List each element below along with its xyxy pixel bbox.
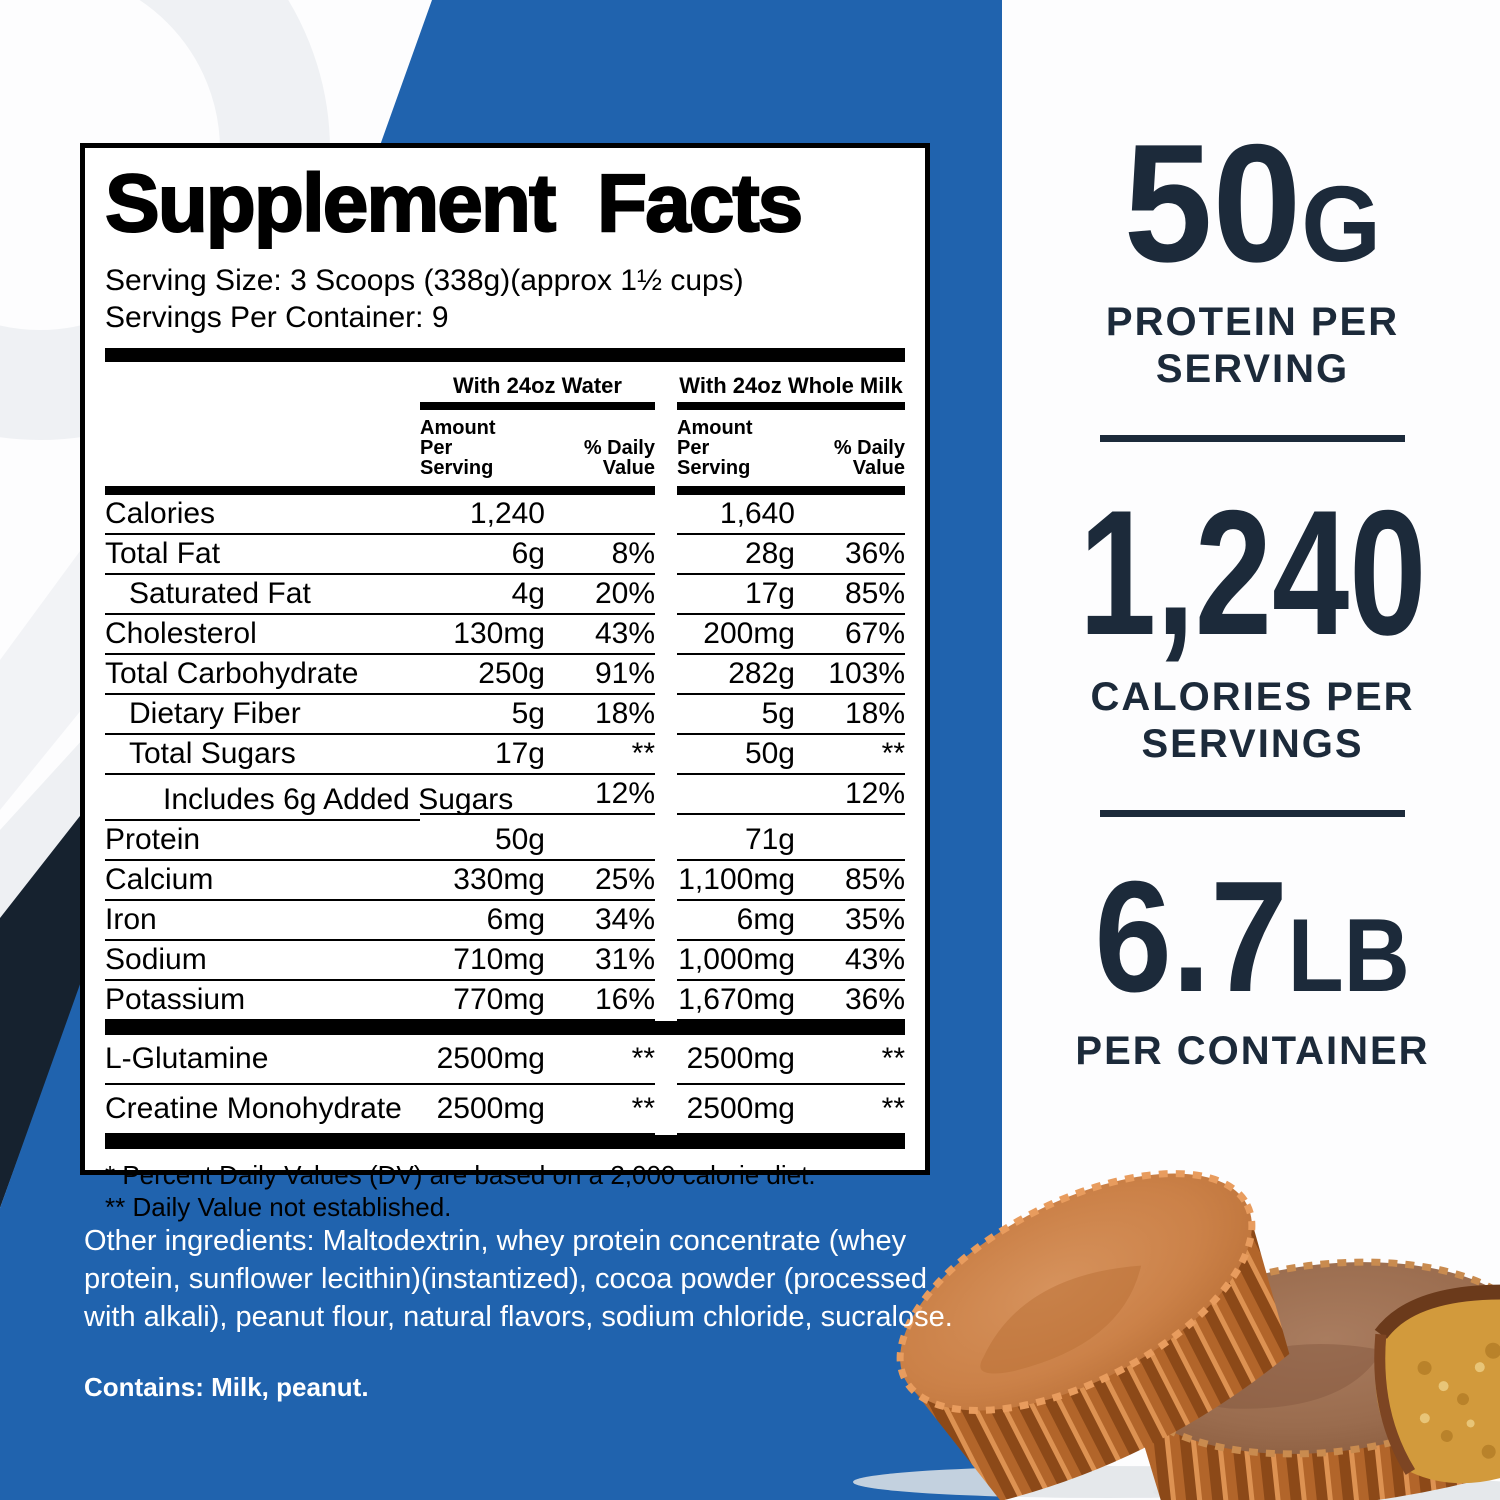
column-group-bars	[105, 402, 905, 410]
milk-daily-value: 36%	[844, 537, 905, 570]
milk-amount: 50g	[744, 737, 795, 770]
stat-caption: PER CONTAINER	[1075, 1029, 1430, 1074]
milk-amount: 28g	[744, 537, 795, 570]
serving-size: Serving Size: 3 Scoops (338g)(approx 1½ cups)	[105, 264, 744, 297]
percent-daily-value-header: % Daily Value	[833, 437, 905, 479]
water-daily-value: **	[631, 737, 655, 770]
table-row	[105, 1035, 905, 1085]
water-daily-value	[545, 824, 655, 855]
milk-amount: 17g	[744, 577, 795, 610]
highlight-stats	[1005, 109, 1500, 1075]
milk-amount: 5g	[761, 697, 795, 730]
divider-bar	[105, 348, 905, 362]
supplement-facts-panel	[80, 143, 930, 1222]
amount-per-serving-header: Amount Per Serving	[677, 417, 753, 479]
stat-value: 1,240	[1078, 473, 1427, 673]
column-subheaders	[105, 418, 905, 478]
milk-daily-value: **	[881, 737, 905, 770]
milk-amount: 1,640	[719, 497, 795, 530]
stat-value: 6.7	[1094, 848, 1289, 1025]
water-amount: 330mg	[453, 863, 545, 896]
table-row	[105, 495, 905, 535]
table-row	[105, 695, 905, 735]
milk-daily-value: 35%	[844, 903, 905, 936]
footnotes	[105, 1159, 905, 1223]
milk-daily-value	[795, 498, 905, 529]
nutrient-name: Total Carbohydrate	[105, 655, 420, 695]
stat-value: 50	[1123, 109, 1302, 297]
nutrient-name: Total Fat	[105, 535, 420, 575]
water-daily-value: 34%	[594, 903, 655, 936]
water-daily-value	[545, 498, 655, 529]
stat-unit: LB	[1288, 897, 1411, 1014]
water-daily-value: 8%	[611, 537, 655, 570]
footnote-not-established: ** Daily Value not established.	[105, 1192, 452, 1222]
amount-per-serving-header: Amount Per Serving	[420, 417, 496, 479]
milk-daily-value: 103%	[828, 657, 905, 690]
water-amount: 710mg	[453, 943, 545, 976]
water-amount: 6mg	[486, 903, 545, 936]
water-daily-value: 25%	[594, 863, 655, 896]
water-daily-value: 91%	[594, 657, 655, 690]
table-row	[105, 861, 905, 901]
table-row	[105, 901, 905, 941]
water-amount: 6g	[511, 537, 545, 570]
nutrient-name: Includes 6g Added Sugars	[105, 781, 420, 821]
water-amount: 250g	[478, 657, 545, 690]
table-row	[105, 575, 905, 615]
water-amount: 2500mg	[436, 1092, 545, 1125]
water-daily-value: **	[631, 1092, 655, 1125]
water-amount: 4g	[511, 577, 545, 610]
nutrient-name: Cholesterol	[105, 615, 420, 655]
milk-daily-value: 85%	[844, 577, 905, 610]
milk-amount: 6mg	[736, 903, 795, 936]
nutrient-name: Saturated Fat	[105, 575, 420, 615]
stat-divider	[1100, 810, 1405, 817]
water-daily-value: 43%	[594, 617, 655, 650]
nutrient-name: Dietary Fiber	[105, 695, 420, 735]
other-ingredients: Other ingredients: Maltodextrin, whey protein concentrate (whey protein, sunflower lecithin)(instantized), cocoa powder (processed with alkali), peanut flour, natural flavors, sodium chloride, sucralose.	[84, 1225, 953, 1333]
facts-rows	[105, 495, 905, 1021]
water-daily-value: **	[631, 1042, 655, 1075]
table-row	[105, 775, 905, 821]
milk-daily-value	[795, 824, 905, 855]
nutrient-name: Calories	[105, 495, 420, 535]
extra-facts-rows	[105, 1035, 905, 1135]
table-row	[105, 655, 905, 695]
table-row	[105, 1085, 905, 1135]
table-row	[105, 981, 905, 1021]
water-daily-value: 20%	[594, 577, 655, 610]
milk-daily-value: 12%	[844, 777, 905, 810]
milk-amount: 1,100mg	[678, 863, 795, 896]
milk-daily-value: 18%	[844, 697, 905, 730]
milk-amount: 1,000mg	[678, 943, 795, 976]
percent-daily-value-header: % Daily Value	[583, 437, 655, 479]
allergen-statement: Contains: Milk, peanut.	[84, 1372, 369, 1402]
water-column-label: With 24oz Water	[453, 373, 622, 398]
water-amount: 130mg	[453, 617, 545, 650]
milk-daily-value: **	[881, 1042, 905, 1075]
stat-calories	[1005, 473, 1500, 768]
milk-amount: 2500mg	[686, 1042, 795, 1075]
table-row	[105, 615, 905, 655]
milk-amount: 1,670mg	[678, 983, 795, 1016]
panel-title: Supplement Facts	[105, 158, 802, 249]
water-amount: 50g	[494, 823, 545, 856]
nutrient-name: L-Glutamine	[105, 1035, 420, 1085]
milk-daily-value: **	[881, 1092, 905, 1125]
divider-bar	[105, 1135, 905, 1149]
stat-protein	[1005, 109, 1500, 393]
water-daily-value: 18%	[594, 697, 655, 730]
nutrient-name: Potassium	[105, 981, 420, 1021]
servings-per-container: Servings Per Container: 9	[105, 301, 449, 334]
stat-caption: CALORIES PER SERVINGS	[1090, 674, 1415, 766]
water-amount: 2500mg	[436, 1042, 545, 1075]
milk-column-label: With 24oz Whole Milk	[679, 373, 903, 398]
table-row	[105, 735, 905, 775]
water-daily-value: 12%	[594, 777, 655, 810]
water-amount: 5g	[511, 697, 545, 730]
column-group-labels	[105, 372, 905, 400]
water-daily-value: 31%	[594, 943, 655, 976]
header-separator-bar	[105, 486, 905, 495]
nutrient-name: Creatine Monohydrate	[105, 1085, 420, 1135]
water-amount: 17g	[494, 737, 545, 770]
milk-daily-value: 43%	[844, 943, 905, 976]
nutrient-name: Iron	[105, 901, 420, 941]
milk-daily-value: 36%	[844, 983, 905, 1016]
milk-amount: 200mg	[703, 617, 795, 650]
table-row	[105, 821, 905, 861]
milk-daily-value: 85%	[844, 863, 905, 896]
milk-amount: 282g	[728, 657, 795, 690]
water-amount: 770mg	[453, 983, 545, 1016]
stat-unit: G	[1301, 163, 1382, 284]
stat-divider	[1100, 435, 1405, 442]
stat-caption: PROTEIN PER SERVING	[1105, 300, 1400, 392]
footnote-dv: * Percent Daily Values (DV) are based on a 2,000 calorie diet.	[105, 1160, 816, 1190]
divider-bar	[105, 1021, 905, 1035]
water-amount	[420, 778, 545, 809]
nutrient-name: Protein	[105, 821, 420, 861]
nutrient-name: Calcium	[105, 861, 420, 901]
nutrient-name: Total Sugars	[105, 735, 420, 775]
stat-weight	[1005, 848, 1500, 1075]
water-amount: 1,240	[469, 497, 545, 530]
nutrient-name: Sodium	[105, 941, 420, 981]
milk-amount: 2500mg	[686, 1092, 795, 1125]
water-daily-value: 16%	[594, 983, 655, 1016]
table-row	[105, 941, 905, 981]
milk-amount: 71g	[744, 823, 795, 856]
milk-amount	[677, 778, 795, 809]
milk-daily-value: 67%	[844, 617, 905, 650]
table-row	[105, 535, 905, 575]
